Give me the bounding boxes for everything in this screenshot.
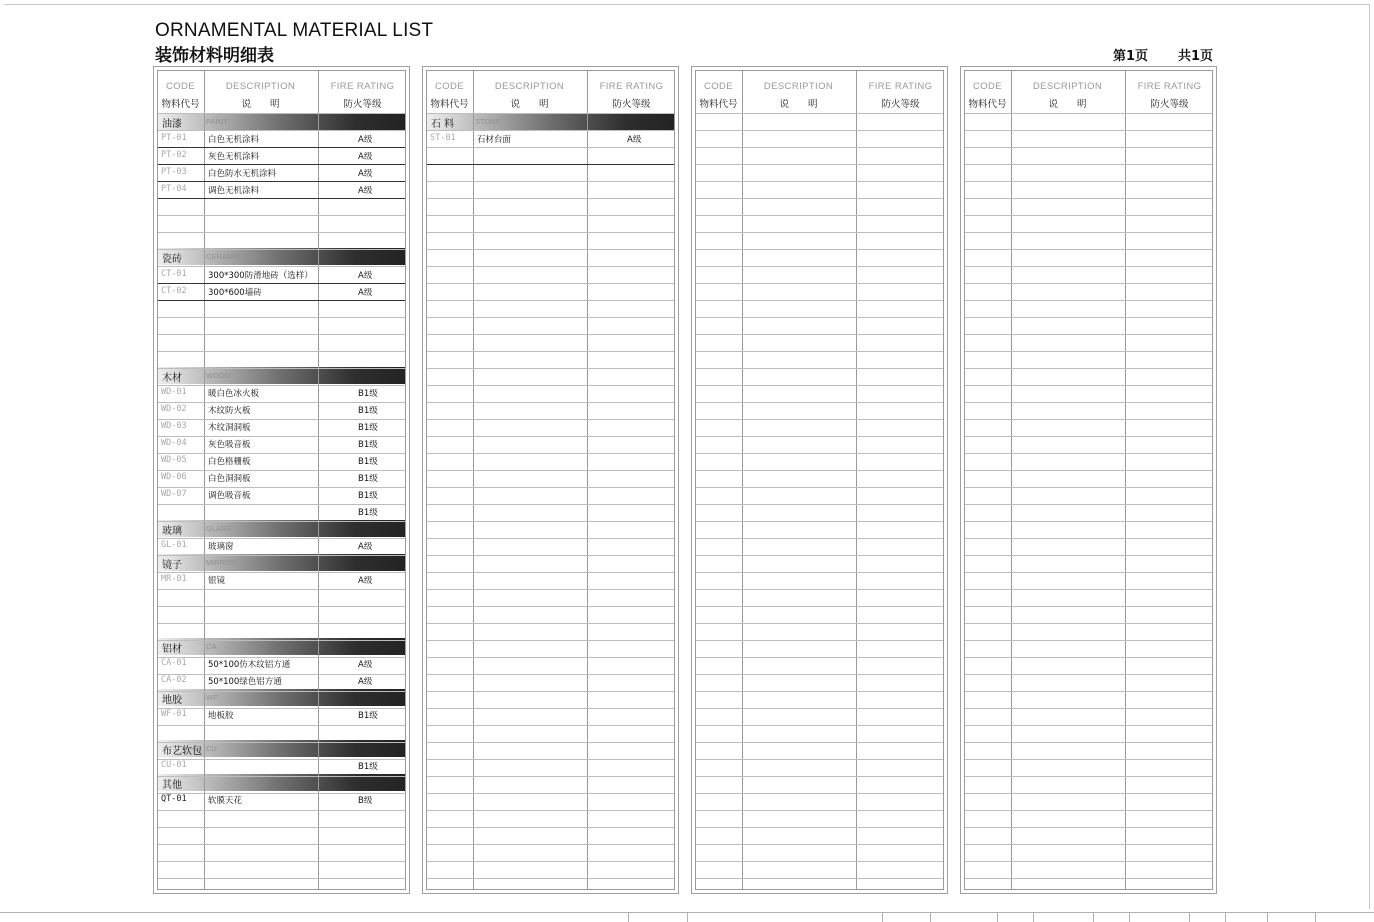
- row-divider: [696, 351, 943, 352]
- row-divider: [427, 521, 674, 522]
- row-divider: [696, 657, 943, 658]
- table-row: WD-07 调色吸音板 B1级: [161, 489, 378, 501]
- row-divider: [965, 793, 1212, 794]
- row-divider: [158, 130, 405, 131]
- row-divider: [696, 572, 943, 573]
- row-divider: [158, 368, 405, 369]
- row-divider: [158, 521, 405, 522]
- row-divider: [158, 725, 405, 726]
- row-divider: [696, 368, 943, 369]
- title-block-divider: [1315, 913, 1316, 922]
- row-divider: [158, 487, 405, 488]
- row-divider: [965, 249, 1212, 250]
- header-divider: [158, 113, 405, 114]
- row-divider: [158, 861, 405, 862]
- title-block-divider: [1093, 913, 1094, 922]
- row-divider: [427, 215, 674, 216]
- title-block-divider: [1033, 913, 1034, 922]
- row-divider: [158, 317, 405, 318]
- table-row: WD-04 灰色吸音板 B1级: [161, 438, 378, 450]
- row-divider: [158, 844, 405, 845]
- row-divider: [965, 589, 1212, 590]
- row-divider: [696, 385, 943, 386]
- row-divider: [696, 742, 943, 743]
- row-divider: [696, 606, 943, 607]
- table-row: GL-01 玻璃窗 A级: [161, 540, 373, 552]
- header-code: CODE 物料代号: [699, 81, 738, 110]
- column-divider: [318, 71, 319, 889]
- row-divider: [696, 878, 943, 879]
- row-divider: [427, 419, 674, 420]
- category-paint: 油漆 PAINT: [158, 113, 405, 130]
- row-divider: [965, 606, 1212, 607]
- row-divider: [965, 640, 1212, 641]
- category-aluminum: 铝材 CA: [158, 638, 405, 655]
- column-divider: [473, 71, 474, 889]
- row-divider: [696, 249, 943, 250]
- row-divider: [965, 300, 1212, 301]
- table-row: PT-03 白色防水无机涂料 A级: [161, 167, 373, 179]
- row-divider: [696, 181, 943, 182]
- title-chinese: 装饰材料明细表: [155, 46, 274, 66]
- row-divider: [696, 555, 943, 556]
- row-divider: [158, 232, 405, 233]
- page-total: 共1页: [1178, 49, 1214, 64]
- row-divider: [427, 402, 674, 403]
- header-description: DESCRIPTION 说 明: [763, 81, 834, 110]
- row-divider: [158, 589, 405, 590]
- row-divider: [696, 827, 943, 828]
- row-divider: [696, 215, 943, 216]
- row-divider: [158, 181, 405, 182]
- header-fire-rating: FIRE RATING 防火等级: [330, 81, 395, 110]
- row-divider: [427, 249, 674, 250]
- row-divider: [158, 640, 405, 641]
- row-divider: [158, 334, 405, 335]
- category-other: 其他: [158, 774, 405, 791]
- row-divider: [696, 861, 943, 862]
- row-divider: [965, 351, 1212, 352]
- row-divider: [158, 759, 405, 760]
- row-divider: [427, 810, 674, 811]
- row-divider: [427, 725, 674, 726]
- table-row: ST-01 石材台面 A级: [430, 133, 642, 145]
- row-divider: [427, 555, 674, 556]
- title-block-divider: [687, 913, 688, 922]
- row-divider: [696, 725, 943, 726]
- row-divider: [427, 232, 674, 233]
- row-divider: [696, 844, 943, 845]
- row-divider: [696, 402, 943, 403]
- row-divider: [427, 742, 674, 743]
- row-divider: [696, 810, 943, 811]
- row-divider: [158, 674, 405, 675]
- table-row: MR-01 银镜 A级: [161, 574, 373, 586]
- row-divider: [158, 402, 405, 403]
- row-divider: [427, 759, 674, 760]
- row-divider: [696, 232, 943, 233]
- row-divider: [427, 674, 674, 675]
- row-divider: [696, 759, 943, 760]
- row-divider: [158, 504, 405, 505]
- row-divider: [158, 810, 405, 811]
- table-header: [696, 71, 943, 113]
- row-divider: [965, 708, 1212, 709]
- row-divider: [158, 351, 405, 352]
- table-row: PT-02 灰色无机涂料 A级: [161, 150, 373, 162]
- row-divider: [158, 776, 405, 777]
- row-divider: [158, 385, 405, 386]
- header-divider: [965, 113, 1212, 114]
- row-divider: [696, 640, 943, 641]
- table-header: [158, 71, 405, 113]
- row-divider: [158, 147, 405, 148]
- table-row: WD-01 暖白色冰火板 B1级: [161, 387, 378, 399]
- row-divider: [696, 623, 943, 624]
- row-divider: [158, 198, 405, 199]
- header-fire-rating: FIRE RATING 防火等级: [1137, 81, 1202, 110]
- row-divider: [427, 266, 674, 267]
- row-divider: [696, 334, 943, 335]
- row-divider: [427, 827, 674, 828]
- row-divider: [696, 708, 943, 709]
- row-divider: [696, 164, 943, 165]
- row-divider: [965, 283, 1212, 284]
- title-block-divider: [882, 913, 883, 922]
- row-divider: [965, 164, 1212, 165]
- row-divider: [427, 623, 674, 624]
- row-divider: [965, 419, 1212, 420]
- row-divider: [158, 300, 405, 301]
- header-code: CODE 物料代号: [430, 81, 469, 110]
- row-divider: [158, 283, 405, 284]
- row-divider: [965, 691, 1212, 692]
- row-divider: [427, 317, 674, 318]
- row-divider: [158, 708, 405, 709]
- row-divider: [427, 657, 674, 658]
- material-table-1: [153, 66, 410, 894]
- row-divider: [696, 130, 943, 131]
- header-description: DESCRIPTION 说 明: [1032, 81, 1103, 110]
- table-row: WD-02 木纹防火板 B1级: [161, 404, 378, 416]
- table-row: QT-01 软膜天花 B级: [161, 794, 373, 806]
- row-divider: [427, 283, 674, 284]
- table-row: CA-01 50*100仿木纹铝方通 A级: [161, 658, 373, 670]
- row-divider: [427, 776, 674, 777]
- row-divider: [158, 657, 405, 658]
- row-divider: [965, 878, 1212, 879]
- category-floor-vinyl: 地胶 WF: [158, 689, 405, 706]
- table-row: PT-01 白色无机涂料 A级: [161, 133, 373, 145]
- row-divider: [965, 334, 1212, 335]
- row-divider: [965, 368, 1212, 369]
- table-row: CT-02 300*600墙砖 A级: [161, 286, 373, 298]
- row-divider: [427, 878, 674, 879]
- row-divider: [427, 708, 674, 709]
- row-divider: [696, 300, 943, 301]
- row-divider: [696, 589, 943, 590]
- category-wood: 木材 WOOD: [158, 367, 405, 384]
- material-table-3: [691, 66, 948, 894]
- row-divider: [427, 572, 674, 573]
- header-description: DESCRIPTION 说 明: [494, 81, 565, 110]
- row-divider: [965, 436, 1212, 437]
- row-divider: [965, 538, 1212, 539]
- row-divider: [965, 555, 1212, 556]
- column-divider: [742, 71, 743, 889]
- row-divider: [696, 453, 943, 454]
- row-divider: [696, 266, 943, 267]
- category-fabric-upholstery: 布艺软包 CU: [158, 740, 405, 757]
- row-divider: [965, 742, 1212, 743]
- header-divider: [427, 113, 674, 114]
- row-divider: [965, 470, 1212, 471]
- row-divider: [696, 198, 943, 199]
- row-divider: [965, 181, 1212, 182]
- row-divider: [696, 419, 943, 420]
- row-divider: [158, 419, 405, 420]
- row-divider: [158, 470, 405, 471]
- row-divider: [696, 504, 943, 505]
- row-divider: [696, 470, 943, 471]
- header-divider: [696, 113, 943, 114]
- row-divider: [965, 810, 1212, 811]
- header-fire-rating: FIRE RATING 防火等级: [599, 81, 664, 110]
- table-row: PT-04 调色无机涂料 A级: [161, 184, 373, 196]
- row-divider: [427, 470, 674, 471]
- row-divider: [965, 776, 1212, 777]
- row-divider: [696, 521, 943, 522]
- row-divider: [427, 844, 674, 845]
- row-divider: [696, 487, 943, 488]
- category-glass: 玻璃 GLASS: [158, 520, 405, 537]
- column-divider: [856, 71, 857, 889]
- row-divider: [427, 436, 674, 437]
- category-ceramic-tile: 瓷砖 CERAMIC TILE: [158, 248, 405, 265]
- table-header: [965, 71, 1212, 113]
- row-divider: [696, 317, 943, 318]
- row-divider: [427, 589, 674, 590]
- row-divider: [158, 164, 405, 165]
- row-divider: [158, 436, 405, 437]
- title-block-divider: [628, 913, 629, 922]
- row-divider: [158, 742, 405, 743]
- row-divider: [427, 368, 674, 369]
- row-divider: [158, 215, 405, 216]
- row-divider: [965, 385, 1212, 386]
- category-stone: 石 料 STONE: [427, 113, 674, 130]
- row-divider: [965, 130, 1212, 131]
- table-header: [427, 71, 674, 113]
- row-divider: [427, 385, 674, 386]
- row-divider: [965, 402, 1212, 403]
- material-table-4: [960, 66, 1217, 894]
- row-divider: [427, 487, 674, 488]
- row-divider: [965, 266, 1212, 267]
- row-divider: [427, 640, 674, 641]
- row-divider: [427, 504, 674, 505]
- table-row: CA-02 50*100绿色铝方通 A级: [161, 675, 373, 687]
- table-row: WD-06 白色洞洞板 B1级: [161, 472, 378, 484]
- row-divider: [427, 861, 674, 862]
- row-divider: [158, 691, 405, 692]
- row-divider: [965, 572, 1212, 573]
- row-divider: [965, 521, 1212, 522]
- row-divider: [965, 317, 1212, 318]
- title-block-divider: [1189, 913, 1190, 922]
- title-block-divider: [1129, 913, 1130, 922]
- row-divider: [696, 538, 943, 539]
- row-divider: [158, 793, 405, 794]
- title-block-divider: [1267, 913, 1268, 922]
- category-mirror: 镜子 MIRROR: [158, 554, 405, 571]
- row-divider: [965, 725, 1212, 726]
- row-divider: [427, 198, 674, 199]
- row-divider: [427, 793, 674, 794]
- header-description: DESCRIPTION 说 明: [225, 81, 296, 110]
- row-divider: [158, 878, 405, 879]
- row-divider: [427, 300, 674, 301]
- row-divider: [965, 504, 1212, 505]
- table-row: B1级: [358, 508, 378, 518]
- header-fire-rating: FIRE RATING 防火等级: [868, 81, 933, 110]
- row-divider: [158, 266, 405, 267]
- table-row: CU-01 B1级: [161, 760, 378, 772]
- row-divider: [965, 827, 1212, 828]
- title-block-divider: [930, 913, 931, 922]
- table-row: WD-05 白色格栅板 B1级: [161, 455, 378, 467]
- row-divider: [427, 453, 674, 454]
- row-divider: [696, 436, 943, 437]
- row-divider: [427, 147, 674, 148]
- row-divider: [965, 198, 1212, 199]
- row-divider: [158, 555, 405, 556]
- header-code: CODE 物料代号: [968, 81, 1007, 110]
- column-divider: [1125, 71, 1126, 889]
- title-block-divider: [1225, 913, 1226, 922]
- row-divider: [158, 827, 405, 828]
- row-divider: [965, 453, 1212, 454]
- page-current: 第1页: [1113, 49, 1149, 64]
- title-block-divider: [997, 913, 998, 922]
- table-row: WD-03 木纹洞洞板 B1级: [161, 421, 378, 433]
- header-code: CODE 物料代号: [161, 81, 200, 110]
- column-divider: [587, 71, 588, 889]
- row-divider: [158, 249, 405, 250]
- table-row: CT-01 300*300防滑地砖（选样） A级: [161, 269, 373, 281]
- row-divider: [158, 572, 405, 573]
- row-divider: [158, 606, 405, 607]
- row-divider: [427, 334, 674, 335]
- row-divider: [965, 232, 1212, 233]
- row-divider: [158, 453, 405, 454]
- row-divider: [427, 164, 674, 165]
- row-divider: [427, 130, 674, 131]
- row-divider: [965, 657, 1212, 658]
- row-divider: [696, 691, 943, 692]
- row-divider: [427, 181, 674, 182]
- row-divider: [696, 674, 943, 675]
- row-divider: [965, 674, 1212, 675]
- row-divider: [965, 147, 1212, 148]
- column-divider: [1011, 71, 1012, 889]
- row-divider: [965, 487, 1212, 488]
- row-divider: [965, 623, 1212, 624]
- row-divider: [965, 759, 1212, 760]
- row-divider: [158, 538, 405, 539]
- row-divider: [696, 793, 943, 794]
- row-divider: [427, 606, 674, 607]
- row-divider: [696, 776, 943, 777]
- row-divider: [158, 623, 405, 624]
- row-divider: [696, 283, 943, 284]
- column-divider: [204, 71, 205, 889]
- row-divider: [427, 351, 674, 352]
- row-divider: [427, 538, 674, 539]
- material-table-2: [422, 66, 679, 894]
- table-row: WF-01 地板胶 B1级: [161, 709, 378, 721]
- row-divider: [427, 691, 674, 692]
- title-english: ORNAMENTAL MATERIAL LIST: [155, 20, 434, 41]
- row-divider: [965, 861, 1212, 862]
- row-divider: [965, 215, 1212, 216]
- row-divider: [696, 147, 943, 148]
- row-divider: [965, 844, 1212, 845]
